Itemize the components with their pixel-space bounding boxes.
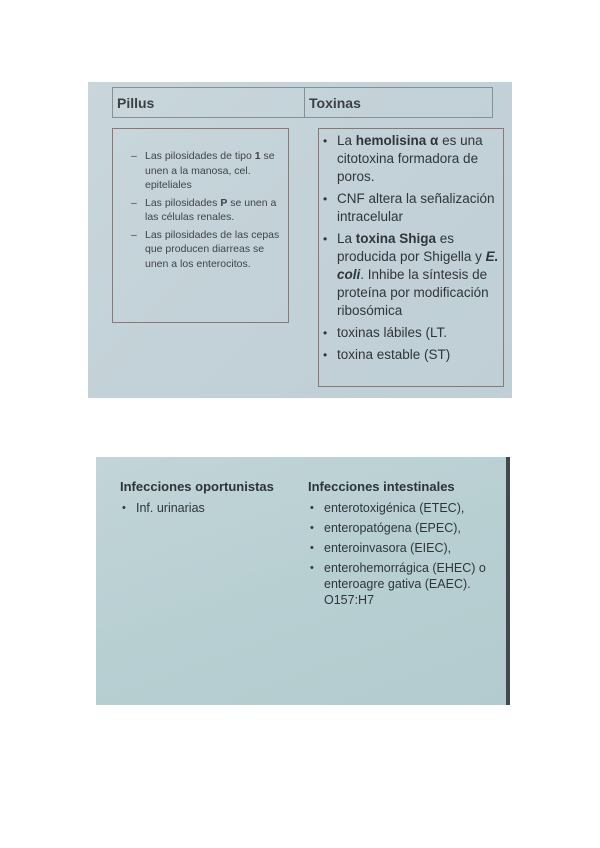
oportunistas-heading: Infecciones oportunistas: [120, 479, 274, 494]
list-item: • toxina estable (ST): [323, 347, 451, 362]
header-pillus: Pillus: [113, 88, 305, 117]
bullet-icon: •: [310, 502, 314, 514]
oportunistas-column: [120, 479, 300, 516]
slide1-header-table: [112, 87, 493, 118]
list-item: • enterohemorrágica (EHEC) o enteroagre gativa (EAEC). O157:H7: [310, 561, 486, 607]
toxinas-box: [318, 128, 504, 387]
list-item: • toxinas lábiles (LT.: [323, 325, 448, 340]
bullet-icon: •: [310, 562, 314, 574]
list-item: • CNF altera la señalización intracelular: [323, 191, 495, 224]
pillus-list: [131, 149, 280, 271]
intestinales-list: [308, 500, 503, 608]
list-item: • La hemolisina α es una citotoxina formadora de poros.: [323, 133, 483, 184]
list-item: – Las pilosidades P se unen a las células renales.: [131, 196, 277, 223]
oportunistas-list: [120, 500, 300, 516]
dash-icon: –: [131, 228, 137, 241]
bullet-icon: •: [323, 232, 328, 246]
intestinales-column: [308, 479, 503, 612]
list-item: – Las pilosidades de tipo 1 se unen a la manosa, cel. epiteliales: [131, 150, 275, 191]
header-toxinas: Toxinas: [309, 94, 361, 111]
bullet-icon: •: [323, 348, 328, 362]
dash-icon: –: [131, 196, 137, 209]
list-item: • enteroinvasora (EIEC),: [310, 541, 452, 555]
slide-pillus-toxinas: [88, 82, 512, 398]
bullet-icon: •: [310, 542, 314, 554]
bullet-icon: •: [323, 134, 328, 148]
list-item: • Inf. urinarias: [122, 501, 205, 515]
dash-icon: –: [131, 150, 137, 162]
bullet-icon: •: [323, 192, 328, 206]
list-item: – Las pilosidades de las cepas que producen diarreas se unen a los enterocitos.: [131, 228, 280, 270]
bullet-icon: •: [310, 522, 314, 534]
bullet-icon: •: [122, 502, 126, 514]
pillus-box: [112, 128, 289, 323]
slide-infecciones: [96, 457, 510, 705]
list-item: • enterotoxigénica (ETEC),: [310, 501, 465, 515]
list-item: • enteropatógena (EPEC),: [310, 521, 461, 535]
list-item: • La toxina Shiga es producida por Shigella y E. coli. Inhibe la síntesis de proteína por modificación ribosómica: [323, 231, 499, 318]
bullet-icon: •: [323, 326, 328, 340]
toxinas-list: [323, 132, 503, 364]
intestinales-heading: Infecciones intestinales: [308, 479, 455, 494]
